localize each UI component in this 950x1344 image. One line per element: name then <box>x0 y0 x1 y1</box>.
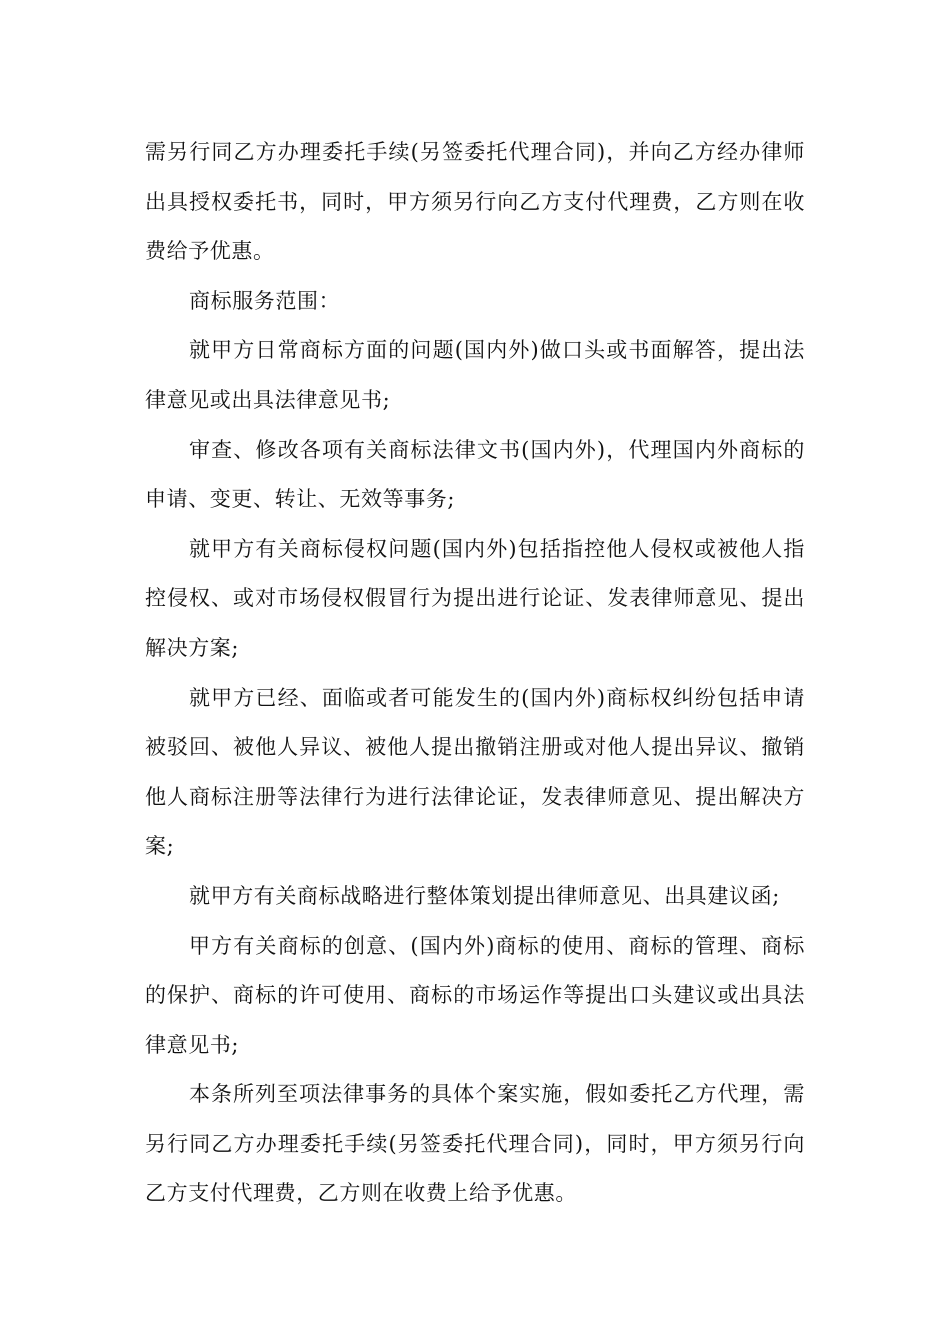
paragraph-item-4: 就甲方已经、面临或者可能发生的(国内外)商标权纠纷包括申请被驳回、被他人异议、被他人提出撤销注册或对他人提出异议、撤销他人商标注册等法律行为进行法律论证，发表律师意见、提出解决方案; <box>145 685 805 859</box>
paragraph-continuation: 需另行同乙方办理委托手续(另签委托代理合同)，并向乙方经办律师出具授权委托书，同时，甲方须另行向乙方支付代理费，乙方则在收费给予优惠。 <box>145 140 805 264</box>
paragraph-section-heading: 商标服务范围： <box>189 288 341 313</box>
paragraph-item-5: 就甲方有关商标战略进行整体策划提出律师意见、出具建议函; <box>189 883 780 908</box>
paragraph-item-6: 甲方有关商标的创意、(国内外)商标的使用、商标的管理、商标的保护、商标的许可使用、商标的市场运作等提出口头建议或出具法律意见书; <box>145 933 805 1057</box>
paragraph-item-3: 就甲方有关商标侵权问题(国内外)包括指控他人侵权或被他人指控侵权、或对市场侵权假冒行为提出进行论证、发表律师意见、提出解决方案; <box>145 536 805 660</box>
paragraph-item-2: 审查、修改各项有关商标法律文书(国内外)，代理国内外商标的申请、变更、转让、无效等事务; <box>145 437 805 512</box>
paragraph-item-1: 就甲方日常商标方面的问题(国内外)做口头或书面解答，提出法律意见或出具法律意见书; <box>145 338 805 412</box>
paragraph-closing: 本条所列至项法律事务的具体个案实施，假如委托乙方代理，需另行同乙方办理委托手续(另签委托代理合同)，同时，甲方须另行向乙方支付代理费，乙方则在收费上给予优惠。 <box>145 1082 805 1206</box>
